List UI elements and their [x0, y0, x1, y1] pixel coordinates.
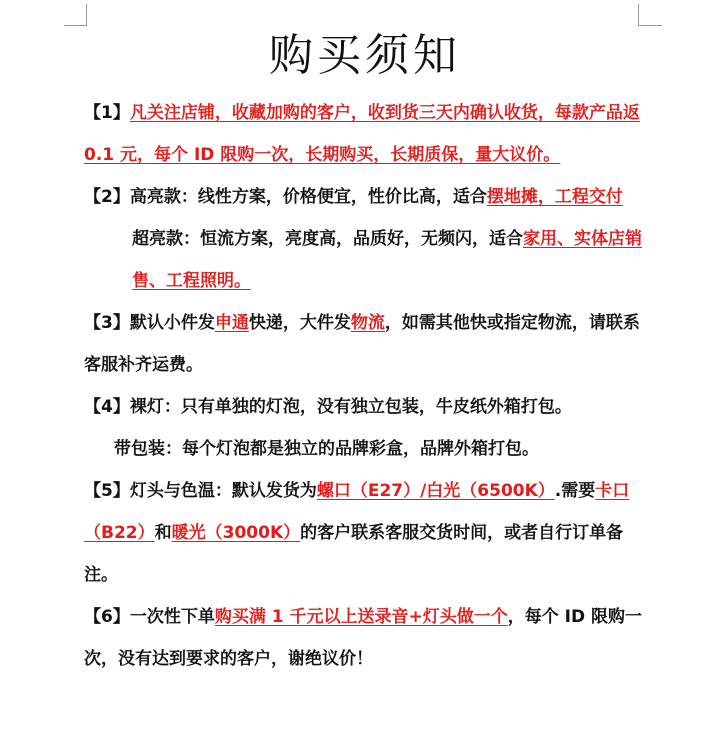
- highlight-segment: 购买满 1 千元以上送录音+灯头做一个: [214, 607, 508, 627]
- crop-mark-right-vertical: [638, 4, 639, 26]
- page-title: 购买须知: [269, 30, 461, 81]
- highlight-segment: 物流: [350, 313, 385, 333]
- segment: 带包装：每个灯泡都是独立的品牌彩盒，品牌外箱打包。: [114, 439, 539, 459]
- segment: 快递，大件发: [248, 313, 351, 333]
- notice-item-1: [84, 92, 646, 176]
- segment: 超亮款：恒流方案，亮度高，品质好，无频闪，适合: [132, 229, 523, 249]
- notice-item-5: [84, 470, 646, 596]
- segment: .需要: [554, 481, 596, 501]
- notice-item-2b: [84, 218, 646, 302]
- segment: 【5】灯头与色温：默认发货为: [84, 481, 317, 501]
- document-page: [84, 26, 646, 680]
- highlight-segment: 家用、实体店销售、工程照明。: [132, 229, 642, 291]
- notice-item-4b: [84, 428, 646, 470]
- segment: 的客户联系客服交货时间，或者自行订单备注。: [84, 523, 624, 585]
- highlight-segment: 申通: [214, 313, 249, 333]
- segment: 和: [154, 523, 172, 543]
- notice-item-4: [84, 386, 646, 428]
- notice-item-2: [84, 176, 646, 218]
- segment: ，如需其他快或指定物流，请联系客服补齐运费。: [84, 313, 640, 375]
- highlight-segment: 凡关注店铺，收藏加购的客户，收到货三天内确认收货，每款产品返 0.1 元，每个 ID 限购一次，长期购买，长期质保，量大议价。: [84, 103, 640, 165]
- segment: 【2】高亮款：线性方案，价格便宜，性价比高，适合: [84, 187, 487, 207]
- crop-mark-left-vertical: [86, 4, 87, 26]
- segment: 【4】裸灯：只有单独的灯泡，没有独立包装，牛皮纸外箱打包。: [84, 397, 572, 417]
- segment: ，每个 ID 限购一次，没有达到要求的客户，谢绝议价！: [84, 607, 643, 669]
- highlight-segment: 卡口（B22）: [84, 481, 630, 543]
- highlight-segment: 摆地摊，工程交付: [486, 187, 623, 207]
- highlight-segment: 暖光（3000K）: [171, 523, 301, 543]
- segment: 【6】一次性下单: [84, 607, 215, 627]
- notice-item-6: [84, 596, 646, 680]
- notice-item-3: [84, 302, 646, 386]
- highlight-segment: 螺口（E27）/白光（6500K）: [316, 481, 555, 501]
- segment: 【1】: [84, 103, 130, 123]
- segment: 【3】默认小件发: [84, 313, 215, 333]
